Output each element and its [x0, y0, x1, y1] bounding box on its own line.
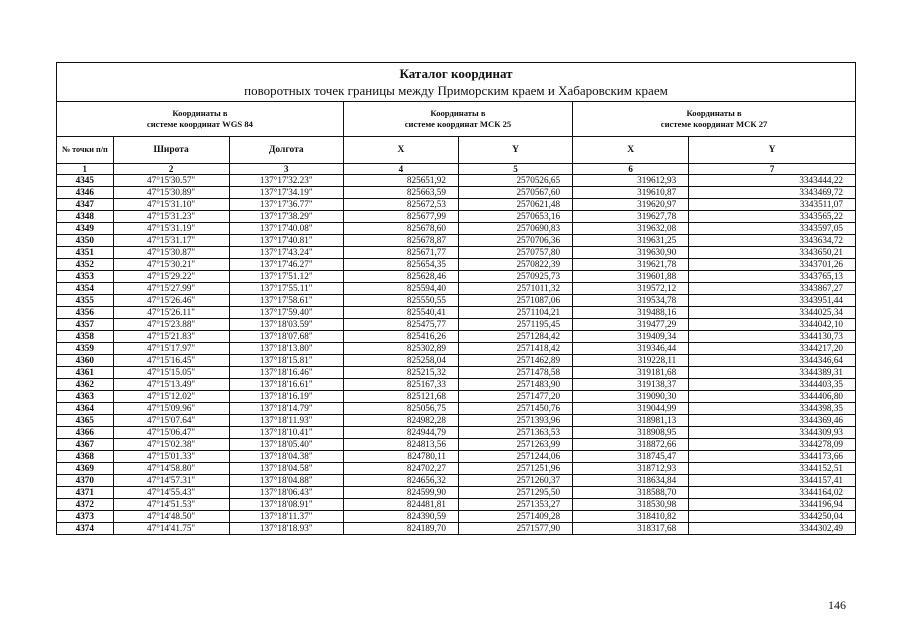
y-msk27-cell: 3343765,13 [689, 271, 855, 283]
x-msk25-cell: 824481,81 [343, 499, 458, 511]
point-number-cell: 4358 [57, 331, 113, 343]
point-number-cell: 4345 [57, 175, 113, 187]
table-row [57, 499, 855, 511]
system-msk25-line1: Координаты в [430, 108, 486, 118]
x-msk27-cell: 318317,68 [573, 523, 689, 535]
x-msk27-cell: 319181,68 [573, 367, 689, 379]
point-number-header: № точки п/п [57, 137, 113, 164]
point-number-cell: 4362 [57, 379, 113, 391]
latitude-cell: 47°15'30.89" [113, 187, 229, 199]
longitude-cell: 137°18'08.91" [229, 499, 343, 511]
table-row [57, 427, 855, 439]
x-msk25-cell: 824189,70 [343, 523, 458, 535]
point-number-cell: 4367 [57, 439, 113, 451]
column-index: 4 [343, 164, 458, 175]
y-msk27-cell: 3344042,10 [689, 319, 855, 331]
x-msk25-cell: 824599,90 [343, 487, 458, 499]
y-msk25-cell: 2570706,36 [458, 235, 572, 247]
longitude-cell: 137°17'55.11" [229, 283, 343, 295]
point-number-cell: 4356 [57, 307, 113, 319]
longitude-cell: 137°18'18.93" [229, 523, 343, 535]
x-msk27-cell: 319627,78 [573, 211, 689, 223]
latitude-cell: 47°15'31.23" [113, 211, 229, 223]
latitude-cell: 47°15'31.19" [113, 223, 229, 235]
x-msk27-cell: 319612,93 [573, 175, 689, 187]
x-msk27-cell: 318872,66 [573, 439, 689, 451]
latitude-cell: 47°15'17.97" [113, 343, 229, 355]
point-number-cell: 4354 [57, 283, 113, 295]
x-msk25-cell: 825628,46 [343, 271, 458, 283]
table-row [57, 475, 855, 487]
system-wgs84-header [57, 102, 343, 137]
x-msk25-cell: 825651,92 [343, 175, 458, 187]
point-number-cell: 4365 [57, 415, 113, 427]
column-index: 5 [458, 164, 572, 175]
y-msk25-cell: 2571195,45 [458, 319, 572, 331]
column-index: 3 [229, 164, 343, 175]
point-number-cell: 4349 [57, 223, 113, 235]
latitude-cell: 47°15'02.38" [113, 439, 229, 451]
y-msk25-cell: 2571263,99 [458, 439, 572, 451]
longitude-cell: 137°17'32.23" [229, 175, 343, 187]
x-msk27-cell: 319621,78 [573, 259, 689, 271]
latitude-cell: 47°14'58.80" [113, 463, 229, 475]
y-msk25-cell: 2570653,16 [458, 211, 572, 223]
x-msk27-cell: 318745,47 [573, 451, 689, 463]
x-msk27-cell: 319534,78 [573, 295, 689, 307]
table-row [57, 403, 855, 415]
y-msk27-cell: 3343634,72 [689, 235, 855, 247]
x-msk25-cell: 824982,28 [343, 415, 458, 427]
latitude-cell: 47°15'26.46" [113, 295, 229, 307]
y-msk27-cell: 3344196,94 [689, 499, 855, 511]
latitude-cell: 47°14'51.53" [113, 499, 229, 511]
y-msk27-cell: 3344403,35 [689, 379, 855, 391]
longitude-cell: 137°17'43.24" [229, 247, 343, 259]
y-msk25-cell: 2571478,58 [458, 367, 572, 379]
y-msk25-cell: 2571087,06 [458, 295, 572, 307]
y-msk25-cell: 2571260,37 [458, 475, 572, 487]
y-msk27-cell: 3344406,80 [689, 391, 855, 403]
y-msk27-cell: 3344346,64 [689, 355, 855, 367]
y-msk25-cell: 2571251,96 [458, 463, 572, 475]
longitude-cell: 137°17'51.12" [229, 271, 343, 283]
coordinate-systems-header [57, 102, 855, 137]
longitude-cell: 137°17'34.19" [229, 187, 343, 199]
longitude-cell: 137°17'58.61" [229, 295, 343, 307]
longitude-cell: 137°17'38.29" [229, 211, 343, 223]
x-msk25-cell: 825550,55 [343, 295, 458, 307]
x-msk25-cell: 825671,77 [343, 247, 458, 259]
point-number-cell: 4374 [57, 523, 113, 535]
x-msk25-cell: 825121,68 [343, 391, 458, 403]
point-number-cell: 4366 [57, 427, 113, 439]
latitude-cell: 47°15'12.02" [113, 391, 229, 403]
table-row [57, 223, 855, 235]
point-number-cell: 4360 [57, 355, 113, 367]
y-msk25-cell: 2571295,50 [458, 487, 572, 499]
point-number-cell: 4364 [57, 403, 113, 415]
y-msk27-header: Y [689, 137, 855, 164]
table-row [57, 463, 855, 475]
longitude-cell: 137°18'13.80" [229, 343, 343, 355]
catalog-title: Каталог координат [399, 66, 513, 81]
latitude-cell: 47°15'06.47" [113, 427, 229, 439]
y-msk27-cell: 3344389,31 [689, 367, 855, 379]
table-row [57, 319, 855, 331]
table-row [57, 355, 855, 367]
x-msk27-cell: 319610,87 [573, 187, 689, 199]
page-number: 146 [828, 598, 846, 612]
system-msk25-line2: системе координат МСК 25 [404, 119, 512, 129]
x-msk27-cell: 318908,95 [573, 427, 689, 439]
table-row [57, 379, 855, 391]
x-msk25-cell: 825678,60 [343, 223, 458, 235]
x-msk27-cell: 318712,93 [573, 463, 689, 475]
point-number-cell: 4355 [57, 295, 113, 307]
longitude-cell: 137°18'04.58" [229, 463, 343, 475]
y-msk27-cell: 3344217,20 [689, 343, 855, 355]
x-msk25-cell: 825302,89 [343, 343, 458, 355]
y-msk25-cell: 2570621,48 [458, 199, 572, 211]
x-msk27-cell: 319346,44 [573, 343, 689, 355]
y-msk27-cell: 3343701,26 [689, 259, 855, 271]
point-number-cell: 4348 [57, 211, 113, 223]
x-msk27-cell: 318410,82 [573, 511, 689, 523]
table-row [57, 487, 855, 499]
system-wgs84-line2: системе координат WGS 84 [146, 119, 253, 129]
system-wgs84-line1: Координаты в [172, 108, 228, 118]
longitude-cell: 137°18'11.37" [229, 511, 343, 523]
y-msk27-cell: 3344025,34 [689, 307, 855, 319]
longitude-cell: 137°18'14.79" [229, 403, 343, 415]
x-msk27-header: X [573, 137, 689, 164]
latitude-cell: 47°14'41.75" [113, 523, 229, 535]
x-msk27-cell: 319477,29 [573, 319, 689, 331]
y-msk25-cell: 2571462,89 [458, 355, 572, 367]
table-row [57, 283, 855, 295]
x-msk25-cell: 825663,59 [343, 187, 458, 199]
column-index: 1 [57, 164, 113, 175]
table-row [57, 259, 855, 271]
latitude-cell: 47°15'30.57" [113, 175, 229, 187]
column-index: 7 [689, 164, 855, 175]
x-msk25-header: X [343, 137, 458, 164]
y-msk27-cell: 3343511,07 [689, 199, 855, 211]
table-row [57, 175, 855, 187]
y-msk27-cell: 3344250,04 [689, 511, 855, 523]
y-msk25-cell: 2571011,32 [458, 283, 572, 295]
x-msk25-cell: 825678,87 [343, 235, 458, 247]
longitude-cell: 137°18'16.61" [229, 379, 343, 391]
coordinate-catalog [56, 62, 856, 535]
x-msk27-cell: 319138,37 [573, 379, 689, 391]
x-msk25-cell: 825672,53 [343, 199, 458, 211]
table-row [57, 343, 855, 355]
latitude-cell: 47°15'23.88" [113, 319, 229, 331]
y-msk27-cell: 3344398,35 [689, 403, 855, 415]
longitude-cell: 137°17'46.27" [229, 259, 343, 271]
y-msk25-cell: 2571104,21 [458, 307, 572, 319]
x-msk27-cell: 319409,34 [573, 331, 689, 343]
system-msk27-header [573, 102, 855, 137]
latitude-cell: 47°14'57.31" [113, 475, 229, 487]
x-msk27-cell: 319620,97 [573, 199, 689, 211]
longitude-cell: 137°17'40.81" [229, 235, 343, 247]
table-row [57, 391, 855, 403]
y-msk25-cell: 2571483,90 [458, 379, 572, 391]
x-msk25-cell: 825475,77 [343, 319, 458, 331]
y-msk27-cell: 3344278,09 [689, 439, 855, 451]
latitude-cell: 47°15'16.45" [113, 355, 229, 367]
table-row [57, 187, 855, 199]
point-number-cell: 4351 [57, 247, 113, 259]
y-msk25-cell: 2571353,27 [458, 499, 572, 511]
system-msk25-header [343, 102, 572, 137]
y-msk27-cell: 3344302,49 [689, 523, 855, 535]
longitude-header: Долгота [229, 137, 343, 164]
latitude-cell: 47°15'30.87" [113, 247, 229, 259]
x-msk27-cell: 319572,12 [573, 283, 689, 295]
longitude-cell: 137°17'36.77" [229, 199, 343, 211]
x-msk25-cell: 825215,32 [343, 367, 458, 379]
y-msk27-cell: 3344130,73 [689, 331, 855, 343]
table-row [57, 415, 855, 427]
point-number-cell: 4346 [57, 187, 113, 199]
x-msk27-cell: 319601,88 [573, 271, 689, 283]
latitude-cell: 47°15'26.11" [113, 307, 229, 319]
x-msk25-cell: 824656,32 [343, 475, 458, 487]
y-msk27-cell: 3344173,66 [689, 451, 855, 463]
longitude-cell: 137°18'05.40" [229, 439, 343, 451]
x-msk25-cell: 825677,99 [343, 211, 458, 223]
latitude-cell: 47°15'27.99" [113, 283, 229, 295]
point-number-cell: 4371 [57, 487, 113, 499]
latitude-cell: 47°14'55.43" [113, 487, 229, 499]
x-msk25-cell: 825056,75 [343, 403, 458, 415]
x-msk27-cell: 319630,90 [573, 247, 689, 259]
x-msk27-cell: 319044,99 [573, 403, 689, 415]
longitude-cell: 137°18'16.19" [229, 391, 343, 403]
point-number-cell: 4363 [57, 391, 113, 403]
latitude-cell: 47°14'48.50" [113, 511, 229, 523]
point-number-cell: 4372 [57, 499, 113, 511]
x-msk25-cell: 824813,56 [343, 439, 458, 451]
x-msk25-cell: 825654,35 [343, 259, 458, 271]
longitude-cell: 137°18'04.88" [229, 475, 343, 487]
x-msk25-cell: 825258,04 [343, 355, 458, 367]
y-msk25-cell: 2570925,73 [458, 271, 572, 283]
x-msk27-cell: 318634,84 [573, 475, 689, 487]
longitude-cell: 137°18'16.46" [229, 367, 343, 379]
x-msk25-cell: 824944,79 [343, 427, 458, 439]
x-msk27-cell: 319488,16 [573, 307, 689, 319]
latitude-cell: 47°15'29.22" [113, 271, 229, 283]
x-msk27-cell: 319228,11 [573, 355, 689, 367]
y-msk25-cell: 2571393,96 [458, 415, 572, 427]
point-number-cell: 4353 [57, 271, 113, 283]
coordinates-table-body [57, 175, 855, 535]
system-msk27-line2: системе координат МСК 27 [660, 119, 768, 129]
table-row [57, 307, 855, 319]
table-row [57, 451, 855, 463]
y-msk27-cell: 3343565,22 [689, 211, 855, 223]
point-number-cell: 4357 [57, 319, 113, 331]
x-msk27-cell: 319632,08 [573, 223, 689, 235]
y-msk27-cell: 3344369,46 [689, 415, 855, 427]
point-number-cell: 4350 [57, 235, 113, 247]
y-msk25-cell: 2570822,39 [458, 259, 572, 271]
longitude-cell: 137°18'07.68" [229, 331, 343, 343]
y-msk25-cell: 2571244,06 [458, 451, 572, 463]
table-row [57, 235, 855, 247]
table-row [57, 295, 855, 307]
y-msk27-cell: 3343867,27 [689, 283, 855, 295]
point-number-cell: 4352 [57, 259, 113, 271]
x-msk25-cell: 824390,59 [343, 511, 458, 523]
column-index: 2 [113, 164, 229, 175]
longitude-cell: 137°18'11.93" [229, 415, 343, 427]
y-msk27-cell: 3343469,72 [689, 187, 855, 199]
latitude-cell: 47°15'01.33" [113, 451, 229, 463]
longitude-cell: 137°17'59.40" [229, 307, 343, 319]
y-msk25-cell: 2570690,83 [458, 223, 572, 235]
table-row [57, 331, 855, 343]
y-msk25-cell: 2571477,20 [458, 391, 572, 403]
x-msk27-cell: 318530,98 [573, 499, 689, 511]
y-msk27-cell: 3343444,22 [689, 175, 855, 187]
y-msk25-cell: 2570567,60 [458, 187, 572, 199]
y-msk27-cell: 3344157,41 [689, 475, 855, 487]
x-msk27-cell: 319631,25 [573, 235, 689, 247]
y-msk25-cell: 2570757,80 [458, 247, 572, 259]
column-index: 6 [573, 164, 689, 175]
y-msk27-cell: 3343951,44 [689, 295, 855, 307]
latitude-cell: 47°15'15.05" [113, 367, 229, 379]
system-msk27-line1: Координаты в [686, 108, 742, 118]
y-msk25-cell: 2570526,65 [458, 175, 572, 187]
point-number-cell: 4359 [57, 343, 113, 355]
y-msk25-cell: 2571409,28 [458, 511, 572, 523]
y-msk25-cell: 2571450,76 [458, 403, 572, 415]
longitude-cell: 137°18'03.59" [229, 319, 343, 331]
longitude-cell: 137°18'06.43" [229, 487, 343, 499]
latitude-cell: 47°15'13.49" [113, 379, 229, 391]
table-row [57, 367, 855, 379]
table-row [57, 511, 855, 523]
x-msk25-cell: 825540,41 [343, 307, 458, 319]
latitude-cell: 47°15'21.83" [113, 331, 229, 343]
x-msk25-cell: 824702,27 [343, 463, 458, 475]
y-msk27-cell: 3344309,93 [689, 427, 855, 439]
longitude-cell: 137°17'40.08" [229, 223, 343, 235]
y-msk27-cell: 3344164,02 [689, 487, 855, 499]
table-row [57, 247, 855, 259]
x-msk27-cell: 318981,13 [573, 415, 689, 427]
point-number-cell: 4361 [57, 367, 113, 379]
latitude-cell: 47°15'07.64" [113, 415, 229, 427]
table-row [57, 199, 855, 211]
catalog-subtitle: поворотных точек границы между Приморским краем и Хабаровским краем [244, 83, 668, 98]
x-msk27-cell: 318588,70 [573, 487, 689, 499]
table-row [57, 271, 855, 283]
latitude-header: Широта [113, 137, 229, 164]
x-msk27-cell: 319090,30 [573, 391, 689, 403]
longitude-cell: 137°18'10.41" [229, 427, 343, 439]
y-msk25-cell: 2571418,42 [458, 343, 572, 355]
table-row [57, 439, 855, 451]
x-msk25-cell: 825167,33 [343, 379, 458, 391]
table-row [57, 211, 855, 223]
y-msk25-cell: 2571577,90 [458, 523, 572, 535]
latitude-cell: 47°15'31.17" [113, 235, 229, 247]
longitude-cell: 137°18'15.81" [229, 355, 343, 367]
point-number-cell: 4369 [57, 463, 113, 475]
y-msk27-cell: 3344152,51 [689, 463, 855, 475]
x-msk25-cell: 825416,26 [343, 331, 458, 343]
coordinates-table [57, 102, 855, 534]
column-index-row [57, 164, 855, 175]
point-number-cell: 4370 [57, 475, 113, 487]
y-msk25-header: Y [458, 137, 572, 164]
y-msk27-cell: 3343650,21 [689, 247, 855, 259]
longitude-cell: 137°18'04.38" [229, 451, 343, 463]
point-number-cell: 4373 [57, 511, 113, 523]
catalog-title-block [57, 63, 855, 102]
y-msk25-cell: 2571363,53 [458, 427, 572, 439]
y-msk25-cell: 2571284,42 [458, 331, 572, 343]
x-msk25-cell: 824780,11 [343, 451, 458, 463]
y-msk27-cell: 3343597,05 [689, 223, 855, 235]
point-number-cell: 4368 [57, 451, 113, 463]
latitude-cell: 47°15'09.96" [113, 403, 229, 415]
point-number-cell: 4347 [57, 199, 113, 211]
x-msk25-cell: 825594,40 [343, 283, 458, 295]
column-header-row [57, 137, 855, 164]
latitude-cell: 47°15'31.10" [113, 199, 229, 211]
latitude-cell: 47°15'30.21" [113, 259, 229, 271]
table-row [57, 523, 855, 535]
